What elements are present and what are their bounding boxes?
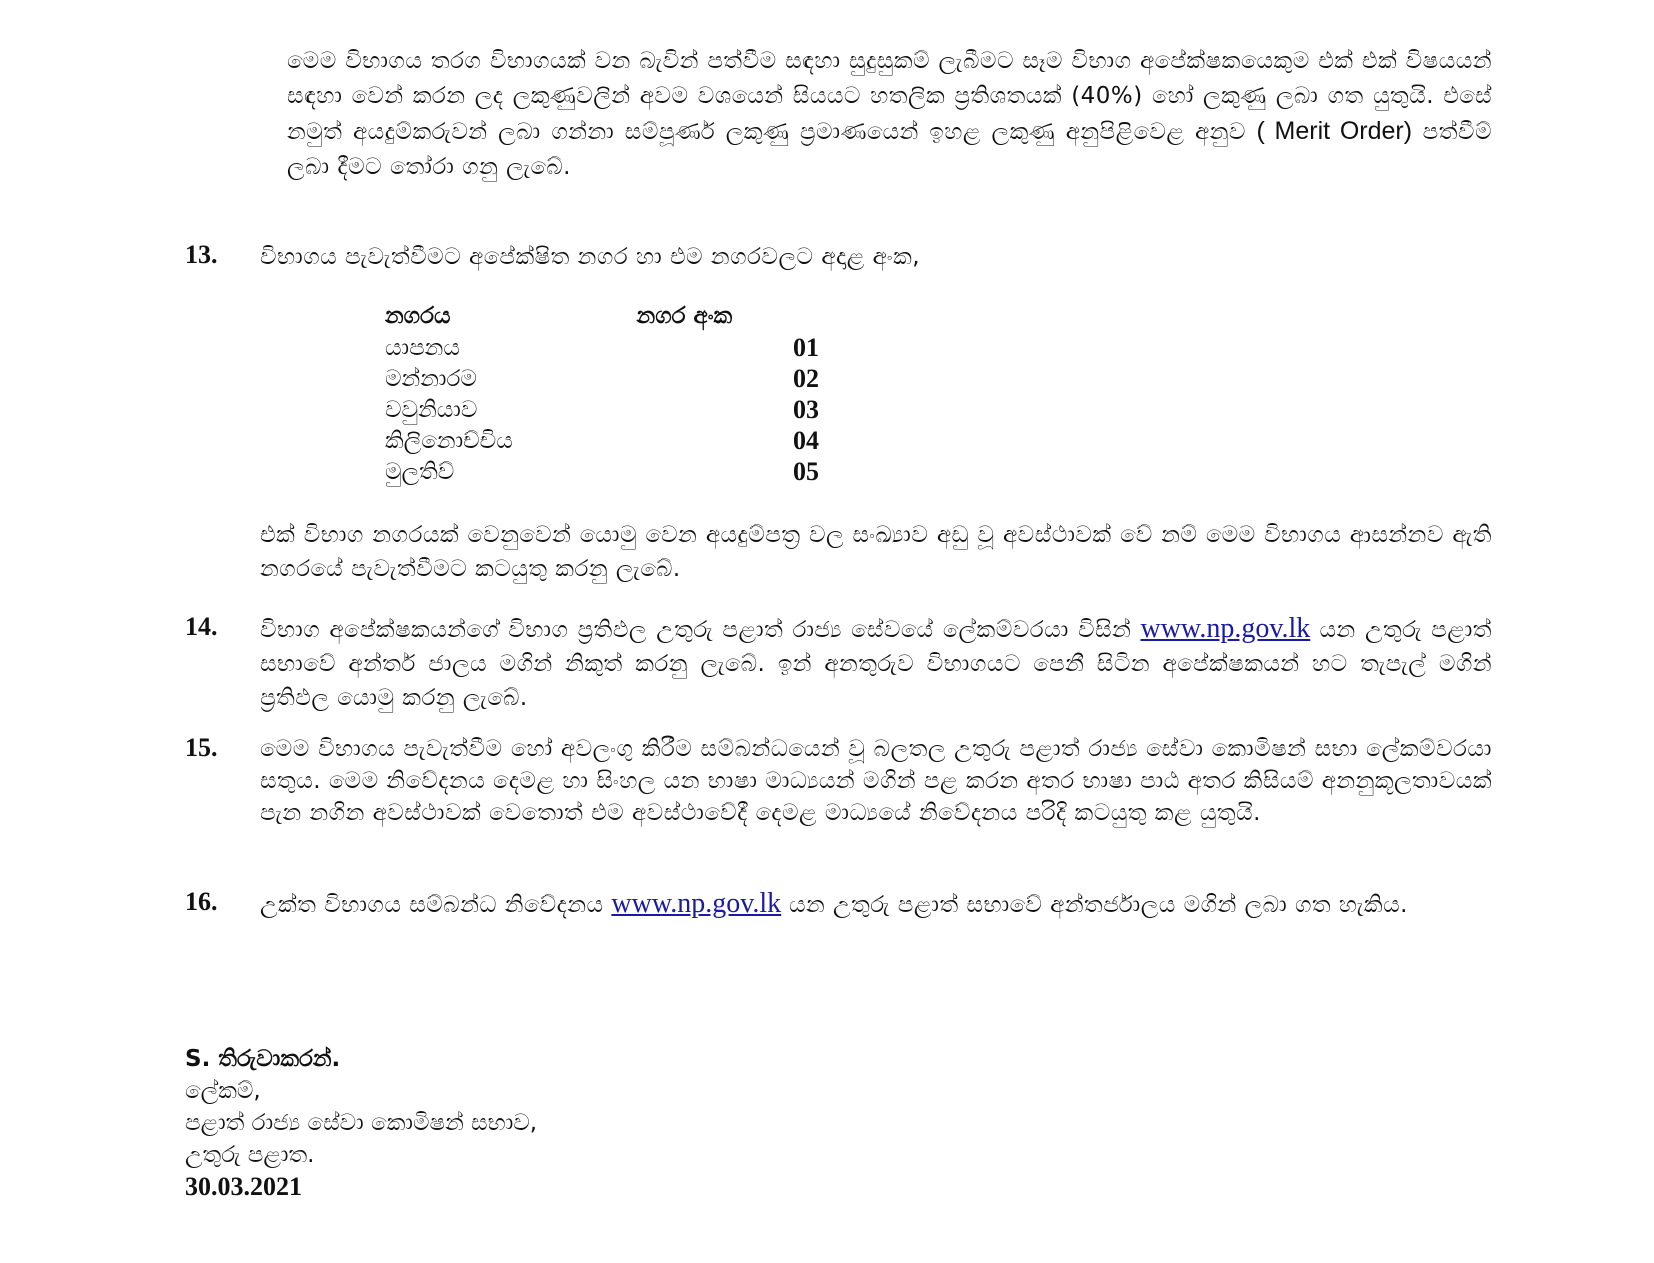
- item-14-text-part-2: යන උතුරු පළාත් සභාවේ අන්තර් ජාලය මගින් නිකුත් කරනු ලැබේ. ඉන් අනතුරුව විභාගයට පෙනී සිටින අපේක්ෂකයන් හට තැපැල් මගින් ප්‍රතිඵල යොමු කරනු ලැබේ.: [260, 617, 1492, 711]
- city-code: 02: [793, 363, 819, 393]
- table-header-row: [385, 300, 825, 332]
- table-row: [385, 425, 825, 456]
- signatory-province: උතුරු පළාත.: [185, 1142, 315, 1168]
- signatory-office: පළාත් රාජ්‍ය සේවා කොමිෂන් සභාව,: [185, 1110, 538, 1136]
- table-row: [385, 394, 825, 425]
- city-name: යාපනය: [385, 334, 460, 361]
- item-14-text: [260, 612, 1492, 715]
- merit-order-term: ( Merit Order): [1256, 117, 1413, 145]
- city-code: 03: [793, 394, 819, 424]
- item-16-text-part-1: උක්ත විභාගය සම්බන්ධ නිවේදනය: [260, 892, 612, 918]
- np-gov-link[interactable]: www.np.gov.lk: [1140, 613, 1311, 644]
- city-name: වවුනියාව: [385, 396, 478, 423]
- signatory-name: S. තිරුවාකරන්.: [185, 1046, 341, 1072]
- intro-text-part-1: මෙම විභාගය තරග විභාගයක් වන බැවින් පත්වීම සඳහා සුදුසුකම් ලැබීමට සෑම විභාග අපේක්ෂකයෙකුම එක් එක් විෂයයන් සඳහා වෙන් කරන ලද ලකුණුවලින් අවම වශයෙන් සියයට හතලික ප්‍රතිශතයක් (40%) හෝ ලකුණු ලබා ගත යුතුයි. එසේ නමුත් අයදුම්කරුවන් ලබා ගන්නා සම්පූර්ණ ලකුණු ප්‍රමාණයෙන් ඉහළ ලකුණු අනුපිළිවෙළ අනුව: [287, 48, 1492, 145]
- item-number-13: 13.: [185, 240, 218, 269]
- item-number-14: 14.: [185, 612, 218, 641]
- item-15-text: මෙම විභාගය පැවැත්වීම හෝ අවලංගු කිරීම සම්බන්ධයෙන් වූ බලතල උතුරු පළාත් රාජ්‍ය සේවා කොමිෂන් සභා ලේකම්වරයා සතුය. මෙම නිවේදනය දෙමළ හා සිංහල යන භාෂා මාධ්‍යයන් මගින් පළ කරන අතර භාෂා පාඨ අතර කිසියම් අනනුකූලතාවයක් පැන නගින අවස්ථාවක් වෙතොත් එම අවස්ථාවේදී දෙමළ මාධ්‍යයේ නිවේදනය පරිදි කටයුතු කළ යුතුයි.: [260, 736, 1492, 826]
- intro-text-part-2: පත්වීම් ලබා දීමට තෝරා ගනු ලැබේ.: [287, 119, 1492, 180]
- exam-city-table: [385, 300, 825, 487]
- table-row: [385, 332, 825, 363]
- item-13-note: එක් විභාග නගරයක් වෙනුවෙන් යොමු වෙන අයදුම්පත්‍ර වල සංඛ්‍යාව අඩු වූ අවස්ථාවක් වේ නම් මෙම විභාගය ආසන්නව ඇති නගරයේ පැවැත්වීමට කටයුතු කරනු ලැබේ.: [260, 522, 1492, 582]
- notice-date: 30.03.2021: [185, 1172, 302, 1201]
- intro-paragraph: [287, 44, 1492, 185]
- table-row: [385, 456, 825, 487]
- city-code: 05: [793, 456, 819, 486]
- item-number-15: 15.: [185, 733, 218, 762]
- np-gov-link[interactable]: www.np.gov.lk: [611, 888, 782, 919]
- city-name: මන්නාරම: [385, 365, 477, 392]
- signatory-title: ලේකම්,: [185, 1078, 261, 1104]
- item-number-16: 16.: [185, 887, 218, 916]
- city-name: මුලතිව්: [385, 458, 455, 485]
- item-13-text: විභාගය පැවැත්වීමට අපේක්ෂිත නගර හා එම නගරවලට අදාළ අංක,: [260, 244, 921, 270]
- item-14-text-part-1: විභාග අපේක්ෂකයන්ගේ විභාග ප්‍රතිඵල උතුරු පළාත් රාජ්‍ය සේවයේ ලේකම්වරයා විසින්: [260, 617, 1141, 643]
- table-row: [385, 363, 825, 394]
- item-16-text: [260, 887, 1492, 922]
- signature-block: [185, 1043, 537, 1203]
- item-16-text-part-2: යන උතුරු පළාත් සභාවේ අන්තර්ජාලය මගින් ලබා ගත හැකිය.: [781, 892, 1408, 918]
- city-code-column-header: නගර අංක: [636, 303, 733, 329]
- city-code: 04: [793, 425, 819, 455]
- city-code: 01: [793, 332, 819, 362]
- city-column-header: නගරය: [385, 303, 451, 329]
- city-name: කිලිනොච්චිය: [385, 427, 513, 454]
